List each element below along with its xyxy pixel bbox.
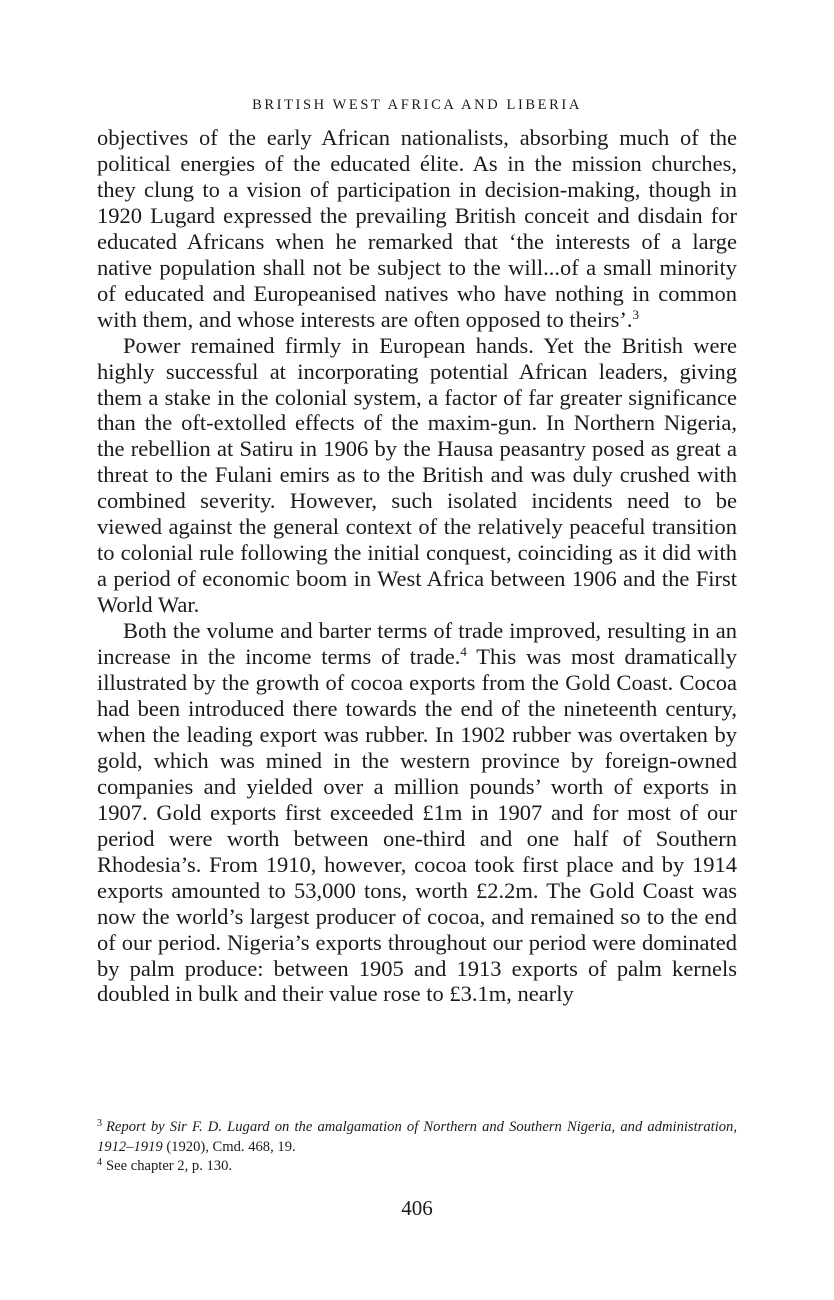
paragraph-1-text: objectives of the early African nationalists, absorbing much of the political energies of the educated élite. As in the mission churches, they clung to a vision of participation in decision-making, though in 1920 Lugard expressed the prevailing British conceit and disdain for educated Africans when he remarked that ‘the interests of a large native population shall not be subject to the will...of a small minority of educated and Europeanised natives who have nothing in common with them, and whose interests are often opposed to theirs’. bbox=[97, 125, 737, 332]
paragraph-1 bbox=[97, 125, 737, 333]
book-page bbox=[97, 0, 737, 1300]
paragraph-2-text: Power remained firmly in European hands. Yet the British were highly successful at incorporating potential African leaders, giving them a stake in the colonial system, a factor of far greater significance than the oft-extolled effects of the maxim-gun. In Northern Nigeria, the rebellion at Satiru in 1906 by the Hausa peasantry posed as great a threat to the Fulani emirs as to the British and was duly crushed with combined severity. However, such isolated incidents need to be viewed against the general context of the relatively peaceful transition to colonial rule following the initial conquest, coinciding as it did with a period of economic boom in West Africa between 1906 and the First World War. bbox=[97, 332, 737, 618]
footnote-3-details: (1920), Cmd. 468, 19. bbox=[162, 1138, 296, 1155]
page-number: 406 bbox=[401, 1196, 433, 1220]
paragraph-3 bbox=[97, 618, 737, 1007]
footnote-4-text: See chapter 2, p. 130. bbox=[106, 1158, 233, 1174]
paragraph-2 bbox=[97, 333, 737, 618]
footnote-4 bbox=[97, 1157, 737, 1177]
body-text bbox=[97, 125, 737, 1007]
footnote-ref-4: 4 bbox=[460, 644, 467, 660]
footnote-3 bbox=[97, 1118, 737, 1157]
footnote-3-mark: 3 bbox=[97, 1118, 102, 1129]
footnotes bbox=[97, 1118, 737, 1177]
paragraph-3-text-rest: This was most dramatically illustrated by the growth of cocoa exports from the Gold Coast. Cocoa had been introduced there towards the end of the nineteenth century, when the leading export was rubber. In 1902 rubber was overtaken by gold, which was mined in the western province by foreign-owned companies and yielded over a million pounds’ worth of exports in 1907. Gold exports first exceeded £1m in 1907 and for most of our period were worth between one-third and one half of Southern Rhodesia’s. From 1910, however, cocoa took first place and by 1914 exports amounted to 53,000 tons, worth £2.2m. The Gold Coast was now the world’s largest producer of cocoa, and remained so to the end of our period. Nigeria’s exports throughout our period were dominated by palm produce: between 1905 and 1913 exports of palm kernels doubled in bulk and their value rose to £3.1m, nearly bbox=[97, 644, 738, 1007]
footnote-ref-3: 3 bbox=[632, 306, 639, 322]
running-head: BRITISH WEST AFRICA AND LIBERIA bbox=[252, 97, 582, 113]
footnote-4-mark: 4 bbox=[97, 1157, 102, 1168]
footnote-3-title: Report by Sir F. D. Lugard on the amalgamation of Northern and Southern Nigeria, and administration, 1912–1919 bbox=[97, 1119, 737, 1155]
paragraph-3-text-start: Both the volume and barter terms of trade improved, resulting in an increase in the income terms of trade. bbox=[97, 618, 737, 670]
